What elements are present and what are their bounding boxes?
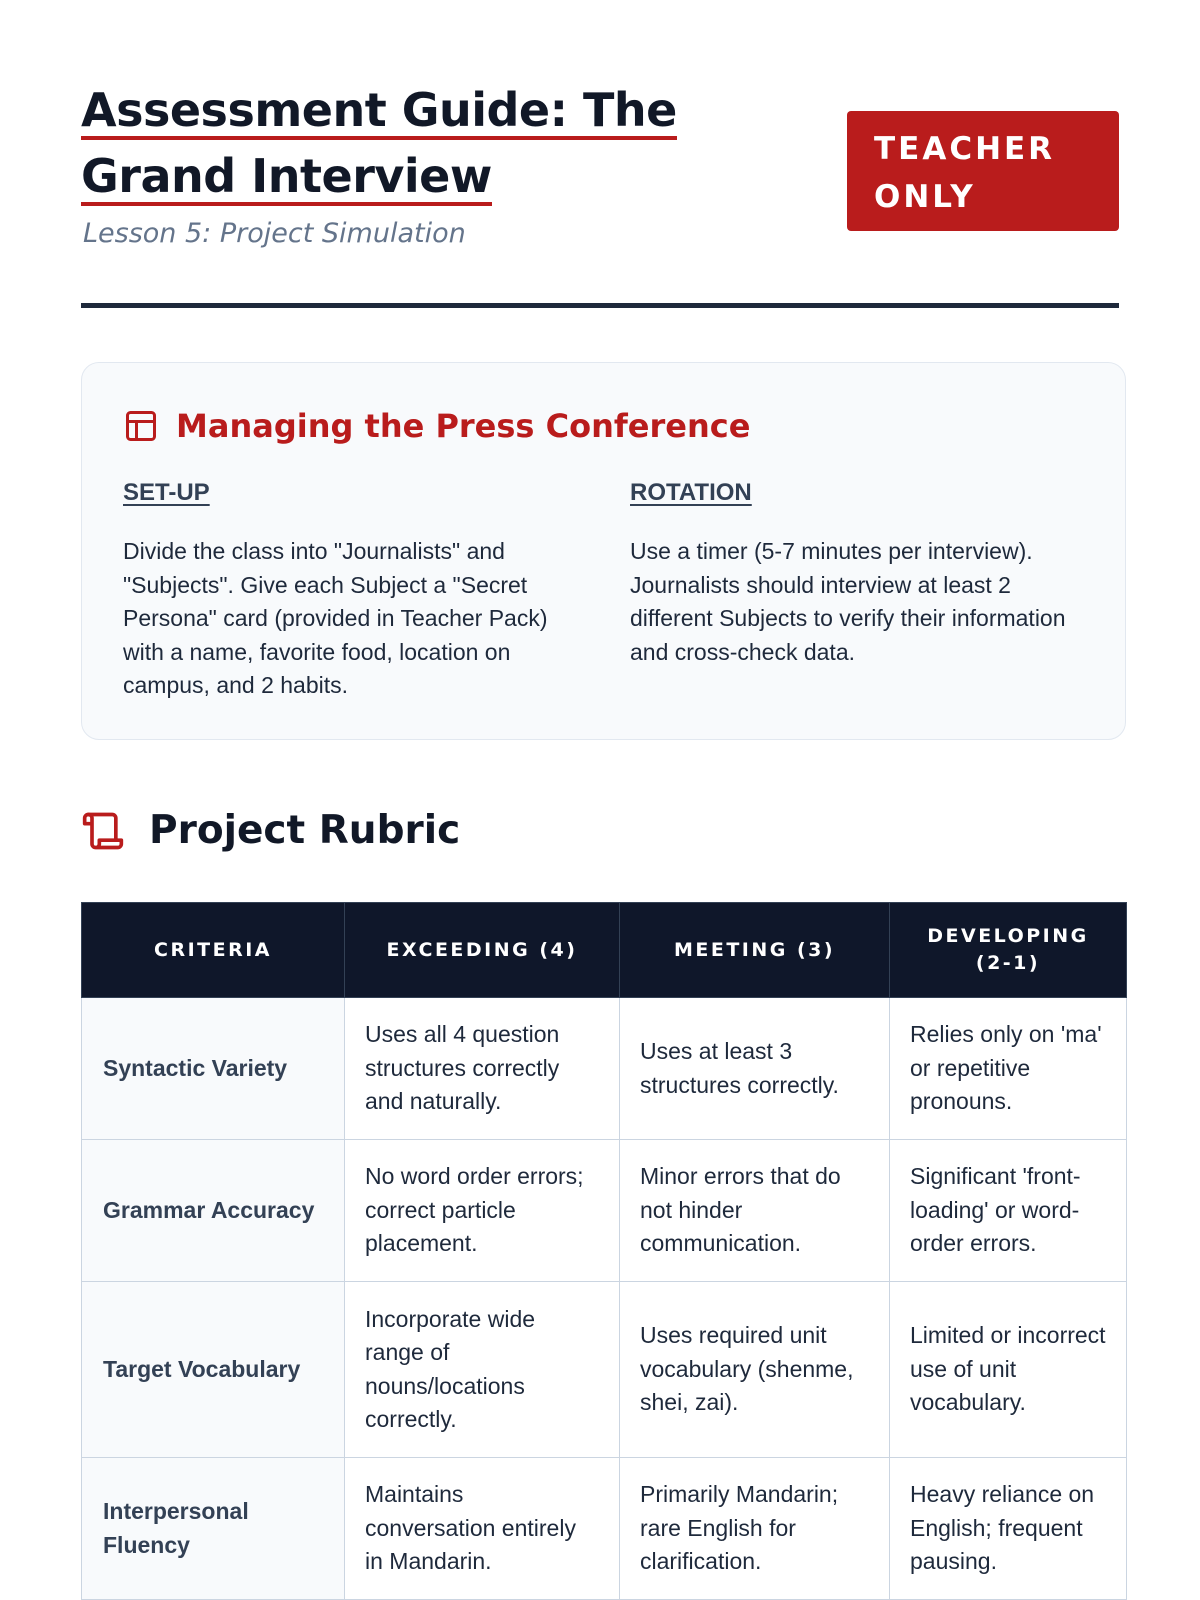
rotation-body: Use a timer (5-7 minutes per interview). Journalists should interview at least 2 different Subjects to verify their information and cross-check data. [630, 538, 1066, 665]
developing-cell: Limited or incorrect use of unit vocabulary. [890, 1282, 1127, 1458]
header-exceeding: EXCEEDING (4) [345, 903, 620, 998]
exceeding-cell: Maintains conversation entirely in Mandarin. [345, 1458, 620, 1600]
criteria-cell: Grammar Accuracy [82, 1140, 345, 1282]
title-line-2: Grand Interview [81, 150, 492, 206]
page-title [81, 80, 701, 212]
table-row [82, 1458, 1127, 1600]
card-title-text: Managing the Press Conference [176, 407, 751, 445]
meeting-cell: Minor errors that do not hinder communication. [620, 1140, 890, 1282]
developing-cell: Heavy reliance on English; frequent pausing. [890, 1458, 1127, 1600]
meeting-cell: Primarily Mandarin; rare English for clarification. [620, 1458, 890, 1600]
rotation-column [630, 479, 1090, 669]
rubric-table [81, 902, 1127, 1600]
criteria-cell: Target Vocabulary [82, 1282, 345, 1458]
badge-line-1: TEACHER [874, 131, 1056, 167]
exceeding-cell: No word order errors; correct particle placement. [345, 1140, 620, 1282]
header-meeting: MEETING (3) [620, 903, 890, 998]
card-title [123, 407, 750, 445]
title-line-1: Assessment Guide: The [81, 84, 677, 140]
page-subtitle: Lesson 5: Project Simulation [83, 218, 466, 249]
scroll-icon [81, 809, 125, 853]
layout-icon [123, 408, 159, 444]
setup-heading: SET-UP [123, 479, 210, 506]
criteria-cell: Syntactic Variety [82, 998, 345, 1140]
rubric-title [81, 808, 460, 853]
meeting-cell: Uses required unit vocabulary (shenme, shei, zai). [620, 1282, 890, 1458]
table-row [82, 1140, 1127, 1282]
teacher-only-badge [847, 111, 1119, 231]
setup-column [123, 479, 563, 703]
table-row [82, 998, 1127, 1140]
header-criteria: CRITERIA [82, 903, 345, 998]
meeting-cell: Uses at least 3 structures correctly. [620, 998, 890, 1140]
exceeding-cell: Uses all 4 question structures correctly and naturally. [345, 998, 620, 1140]
rubric-header-row [82, 903, 1127, 998]
badge-line-2: ONLY [874, 179, 976, 215]
header-developing: DEVELOPING (2-1) [890, 903, 1127, 998]
developing-cell: Significant 'front-loading' or word-order errors. [890, 1140, 1127, 1282]
criteria-cell: Interpersonal Fluency [82, 1458, 345, 1600]
developing-cell: Relies only on 'ma' or repetitive pronouns. [890, 998, 1127, 1140]
page-header [81, 0, 1119, 308]
exceeding-cell: Incorporate wide range of nouns/locations correctly. [345, 1282, 620, 1458]
rubric-title-text: Project Rubric [149, 808, 461, 853]
press-conference-card [81, 362, 1126, 740]
table-row [82, 1282, 1127, 1458]
rotation-heading: ROTATION [630, 479, 752, 506]
setup-body: Divide the class into "Journalists" and "Subjects". Give each Subject a "Secret Persona" card (provided in Teacher Pack) with a name, favorite food, location on campus, and 2 habits. [123, 538, 548, 698]
